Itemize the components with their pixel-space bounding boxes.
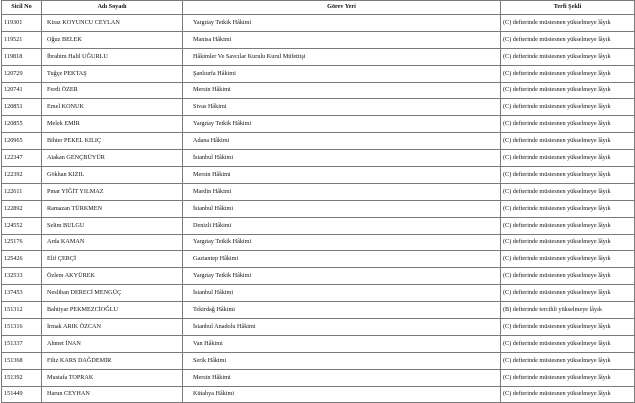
cell-terfi-sekli: (C) defterinde müstesnen yükselmeye lâyık bbox=[501, 31, 635, 48]
cell-adi-soyadi: Mustafa TOPRAK bbox=[42, 369, 183, 386]
cell-gorev-yeri: Şanlıurfa Hâkimi bbox=[183, 65, 501, 82]
table-row bbox=[2, 82, 635, 99]
table-row bbox=[2, 352, 635, 369]
table-header-row bbox=[2, 1, 635, 15]
cell-terfi-sekli: (C) defterinde müstesnen yükselmeye lâyık bbox=[501, 48, 635, 65]
cell-gorev-yeri: İstanbul Hâkimi bbox=[183, 200, 501, 217]
cell-terfi-sekli: (C) defterinde müstesnen yükselmeye lâyık bbox=[501, 285, 635, 302]
cell-terfi-sekli: (C) defterinde müstesnen yükselmeye lâyık bbox=[501, 133, 635, 150]
cell-gorev-yeri: İstanbul Anadolu Hâkimi bbox=[183, 319, 501, 336]
cell-gorev-yeri: Yargıtay Tetkik Hâkimi bbox=[183, 116, 501, 133]
cell-sicil-no: 120965 bbox=[2, 133, 42, 150]
cell-sicil-no: 125426 bbox=[2, 251, 42, 268]
cell-adi-soyadi: Tuğçe PEKTAŞ bbox=[42, 65, 183, 82]
cell-sicil-no: 122392 bbox=[2, 167, 42, 184]
cell-terfi-sekli: (C) defterinde müstesnen yükselmeye lâyık bbox=[501, 251, 635, 268]
cell-adi-soyadi: Ramazan TÜRKMEN bbox=[42, 200, 183, 217]
cell-sicil-no: 122611 bbox=[2, 183, 42, 200]
cell-gorev-yeri: Serik Hâkimi bbox=[183, 352, 501, 369]
cell-terfi-sekli: (C) defterinde müstesnen yükselmeye lâyık bbox=[501, 15, 635, 32]
cell-sicil-no: 125176 bbox=[2, 234, 42, 251]
cell-sicil-no: 122892 bbox=[2, 200, 42, 217]
header-terfi-sekli: Terfi Şekli bbox=[501, 1, 635, 15]
table-row bbox=[2, 302, 635, 319]
cell-sicil-no: 119521 bbox=[2, 31, 42, 48]
cell-adi-soyadi: Nesliban DERECİ MENGÜÇ bbox=[42, 285, 183, 302]
cell-terfi-sekli: (C) defterinde müstesnen yükselmeye lâyık bbox=[501, 116, 635, 133]
cell-gorev-yeri: Sivas Hâkimi bbox=[183, 99, 501, 116]
table-row bbox=[2, 319, 635, 336]
table-row bbox=[2, 48, 635, 65]
cell-terfi-sekli: (C) defterinde müstesnen yükselmeye lâyık bbox=[501, 82, 635, 99]
cell-adi-soyadi: Filiz KARS DAĞDEMİR bbox=[42, 352, 183, 369]
cell-gorev-yeri: Denizli Hâkimi bbox=[183, 217, 501, 234]
cell-sicil-no: 119818 bbox=[2, 48, 42, 65]
cell-adi-soyadi: Emel KONUK bbox=[42, 99, 183, 116]
cell-sicil-no: 120729 bbox=[2, 65, 42, 82]
cell-adi-soyadi: Gökhan KIZIL bbox=[42, 167, 183, 184]
cell-terfi-sekli: (C) defterinde müstesnen yükselmeye lâyık bbox=[501, 234, 635, 251]
cell-terfi-sekli: (C) defterinde müstesnen yükselmeye lâyık bbox=[501, 99, 635, 116]
cell-sicil-no: 132533 bbox=[2, 268, 42, 285]
cell-adi-soyadi: Oğuz BELEK bbox=[42, 31, 183, 48]
table-body bbox=[2, 15, 635, 403]
cell-sicil-no: 151449 bbox=[2, 386, 42, 403]
cell-gorev-yeri: Tekirdağ Hâkimi bbox=[183, 302, 501, 319]
header-adi-soyadi: Adı Soyadı bbox=[42, 1, 183, 15]
header-sicil-no: Sicil No bbox=[2, 1, 42, 15]
cell-gorev-yeri: Yargıtay Tetkik Hâkimi bbox=[183, 15, 501, 32]
cell-terfi-sekli: (C) defterinde müstesnen yükselmeye lâyık bbox=[501, 200, 635, 217]
table-row bbox=[2, 217, 635, 234]
cell-adi-soyadi: Melek EMİR bbox=[42, 116, 183, 133]
promotion-table bbox=[1, 0, 635, 403]
cell-terfi-sekli: (C) defterinde müstesnen yükselmeye lâyık bbox=[501, 65, 635, 82]
cell-terfi-sekli: (C) defterinde müstesnen yükselmeye lâyık bbox=[501, 319, 635, 336]
header-gorev-yeri: Görev Yeri bbox=[183, 1, 501, 15]
cell-adi-soyadi: Harun CEYHAN bbox=[42, 386, 183, 403]
cell-gorev-yeri: Gaziantep Hâkimi bbox=[183, 251, 501, 268]
table-row bbox=[2, 99, 635, 116]
cell-terfi-sekli: (C) defterinde müstesnen yükselmeye lâyık bbox=[501, 268, 635, 285]
table-row bbox=[2, 183, 635, 200]
cell-adi-soyadi: Elif ÇERÇİ bbox=[42, 251, 183, 268]
table-row bbox=[2, 31, 635, 48]
cell-adi-soyadi: İrmak ARIK ÖZCAN bbox=[42, 319, 183, 336]
cell-gorev-yeri: Hâkimler Ve Savcılar Kurulu Kurul Müfettişi bbox=[183, 48, 501, 65]
table-row bbox=[2, 65, 635, 82]
cell-sicil-no: 119301 bbox=[2, 15, 42, 32]
cell-sicil-no: 151312 bbox=[2, 302, 42, 319]
table-row bbox=[2, 369, 635, 386]
cell-gorev-yeri: İstanbul Hâkimi bbox=[183, 285, 501, 302]
cell-terfi-sekli: (C) defterinde müstesnen yükselmeye lâyık bbox=[501, 217, 635, 234]
cell-adi-soyadi: İbrahim Halil UĞURLU bbox=[42, 48, 183, 65]
cell-sicil-no: 151392 bbox=[2, 369, 42, 386]
cell-adi-soyadi: Ferdi ÖZER bbox=[42, 82, 183, 99]
cell-adi-soyadi: Pınar YİĞİT YILMAZ bbox=[42, 183, 183, 200]
cell-sicil-no: 120851 bbox=[2, 99, 42, 116]
table-row bbox=[2, 234, 635, 251]
table-row bbox=[2, 15, 635, 32]
cell-terfi-sekli: (C) defterinde müstesnen yükselmeye lâyık bbox=[501, 369, 635, 386]
cell-adi-soyadi: Atakan GENÇBÜYÜR bbox=[42, 150, 183, 167]
table-row bbox=[2, 200, 635, 217]
cell-adi-soyadi: Ahmet İNAN bbox=[42, 335, 183, 352]
table-row bbox=[2, 268, 635, 285]
table-row bbox=[2, 386, 635, 403]
cell-sicil-no: 151316 bbox=[2, 319, 42, 336]
cell-sicil-no: 137453 bbox=[2, 285, 42, 302]
table-row bbox=[2, 116, 635, 133]
cell-sicil-no: 151337 bbox=[2, 335, 42, 352]
cell-gorev-yeri: Mersin Hâkimi bbox=[183, 82, 501, 99]
cell-terfi-sekli: (C) defterinde müstesnen yükselmeye lâyık bbox=[501, 335, 635, 352]
cell-gorev-yeri: İstanbul Hâkimi bbox=[183, 150, 501, 167]
cell-sicil-no: 124552 bbox=[2, 217, 42, 234]
cell-terfi-sekli: (C) defterinde müstesnen yükselmeye lâyık bbox=[501, 183, 635, 200]
cell-gorev-yeri: Adana Hâkimi bbox=[183, 133, 501, 150]
cell-sicil-no: 122347 bbox=[2, 150, 42, 167]
cell-terfi-sekli: (C) defterinde müstesnen yükselmeye lâyık bbox=[501, 150, 635, 167]
cell-terfi-sekli: (B) defterinde tercihli yükselmeye lâyık bbox=[501, 302, 635, 319]
cell-terfi-sekli: (C) defterinde müstesnen yükselmeye lâyık bbox=[501, 386, 635, 403]
cell-adi-soyadi: Bahtiyar PEKMEZCİOĞLU bbox=[42, 302, 183, 319]
cell-sicil-no: 120741 bbox=[2, 82, 42, 99]
cell-terfi-sekli: (C) defterinde müstesnen yükselmeye lâyık bbox=[501, 352, 635, 369]
table-row bbox=[2, 335, 635, 352]
cell-gorev-yeri: Mersin Hâkimi bbox=[183, 369, 501, 386]
cell-adi-soyadi: Selim BULGU bbox=[42, 217, 183, 234]
cell-gorev-yeri: Van Hâkimi bbox=[183, 335, 501, 352]
cell-adi-soyadi: Bihter PEKEL KILIÇ bbox=[42, 133, 183, 150]
table-row bbox=[2, 251, 635, 268]
cell-adi-soyadi: Özlem AKYÜREK bbox=[42, 268, 183, 285]
cell-gorev-yeri: Yargıtay Tetkik Hâkimi bbox=[183, 234, 501, 251]
cell-sicil-no: 151368 bbox=[2, 352, 42, 369]
cell-gorev-yeri: Kütahya Hâkimi bbox=[183, 386, 501, 403]
cell-terfi-sekli: (C) defterinde müstesnen yükselmeye lâyık bbox=[501, 167, 635, 184]
cell-adi-soyadi: Arda KAMAN bbox=[42, 234, 183, 251]
cell-gorev-yeri: Mersin Hâkimi bbox=[183, 167, 501, 184]
cell-adi-soyadi: Kiraz KOYUNCU CEYLAN bbox=[42, 15, 183, 32]
table-row bbox=[2, 133, 635, 150]
table-row bbox=[2, 167, 635, 184]
table-row bbox=[2, 150, 635, 167]
cell-gorev-yeri: Mardin Hâkimi bbox=[183, 183, 501, 200]
cell-gorev-yeri: Yargıtay Tetkik Hâkimi bbox=[183, 268, 501, 285]
cell-gorev-yeri: Manisa Hâkimi bbox=[183, 31, 501, 48]
cell-sicil-no: 120855 bbox=[2, 116, 42, 133]
table-row bbox=[2, 285, 635, 302]
